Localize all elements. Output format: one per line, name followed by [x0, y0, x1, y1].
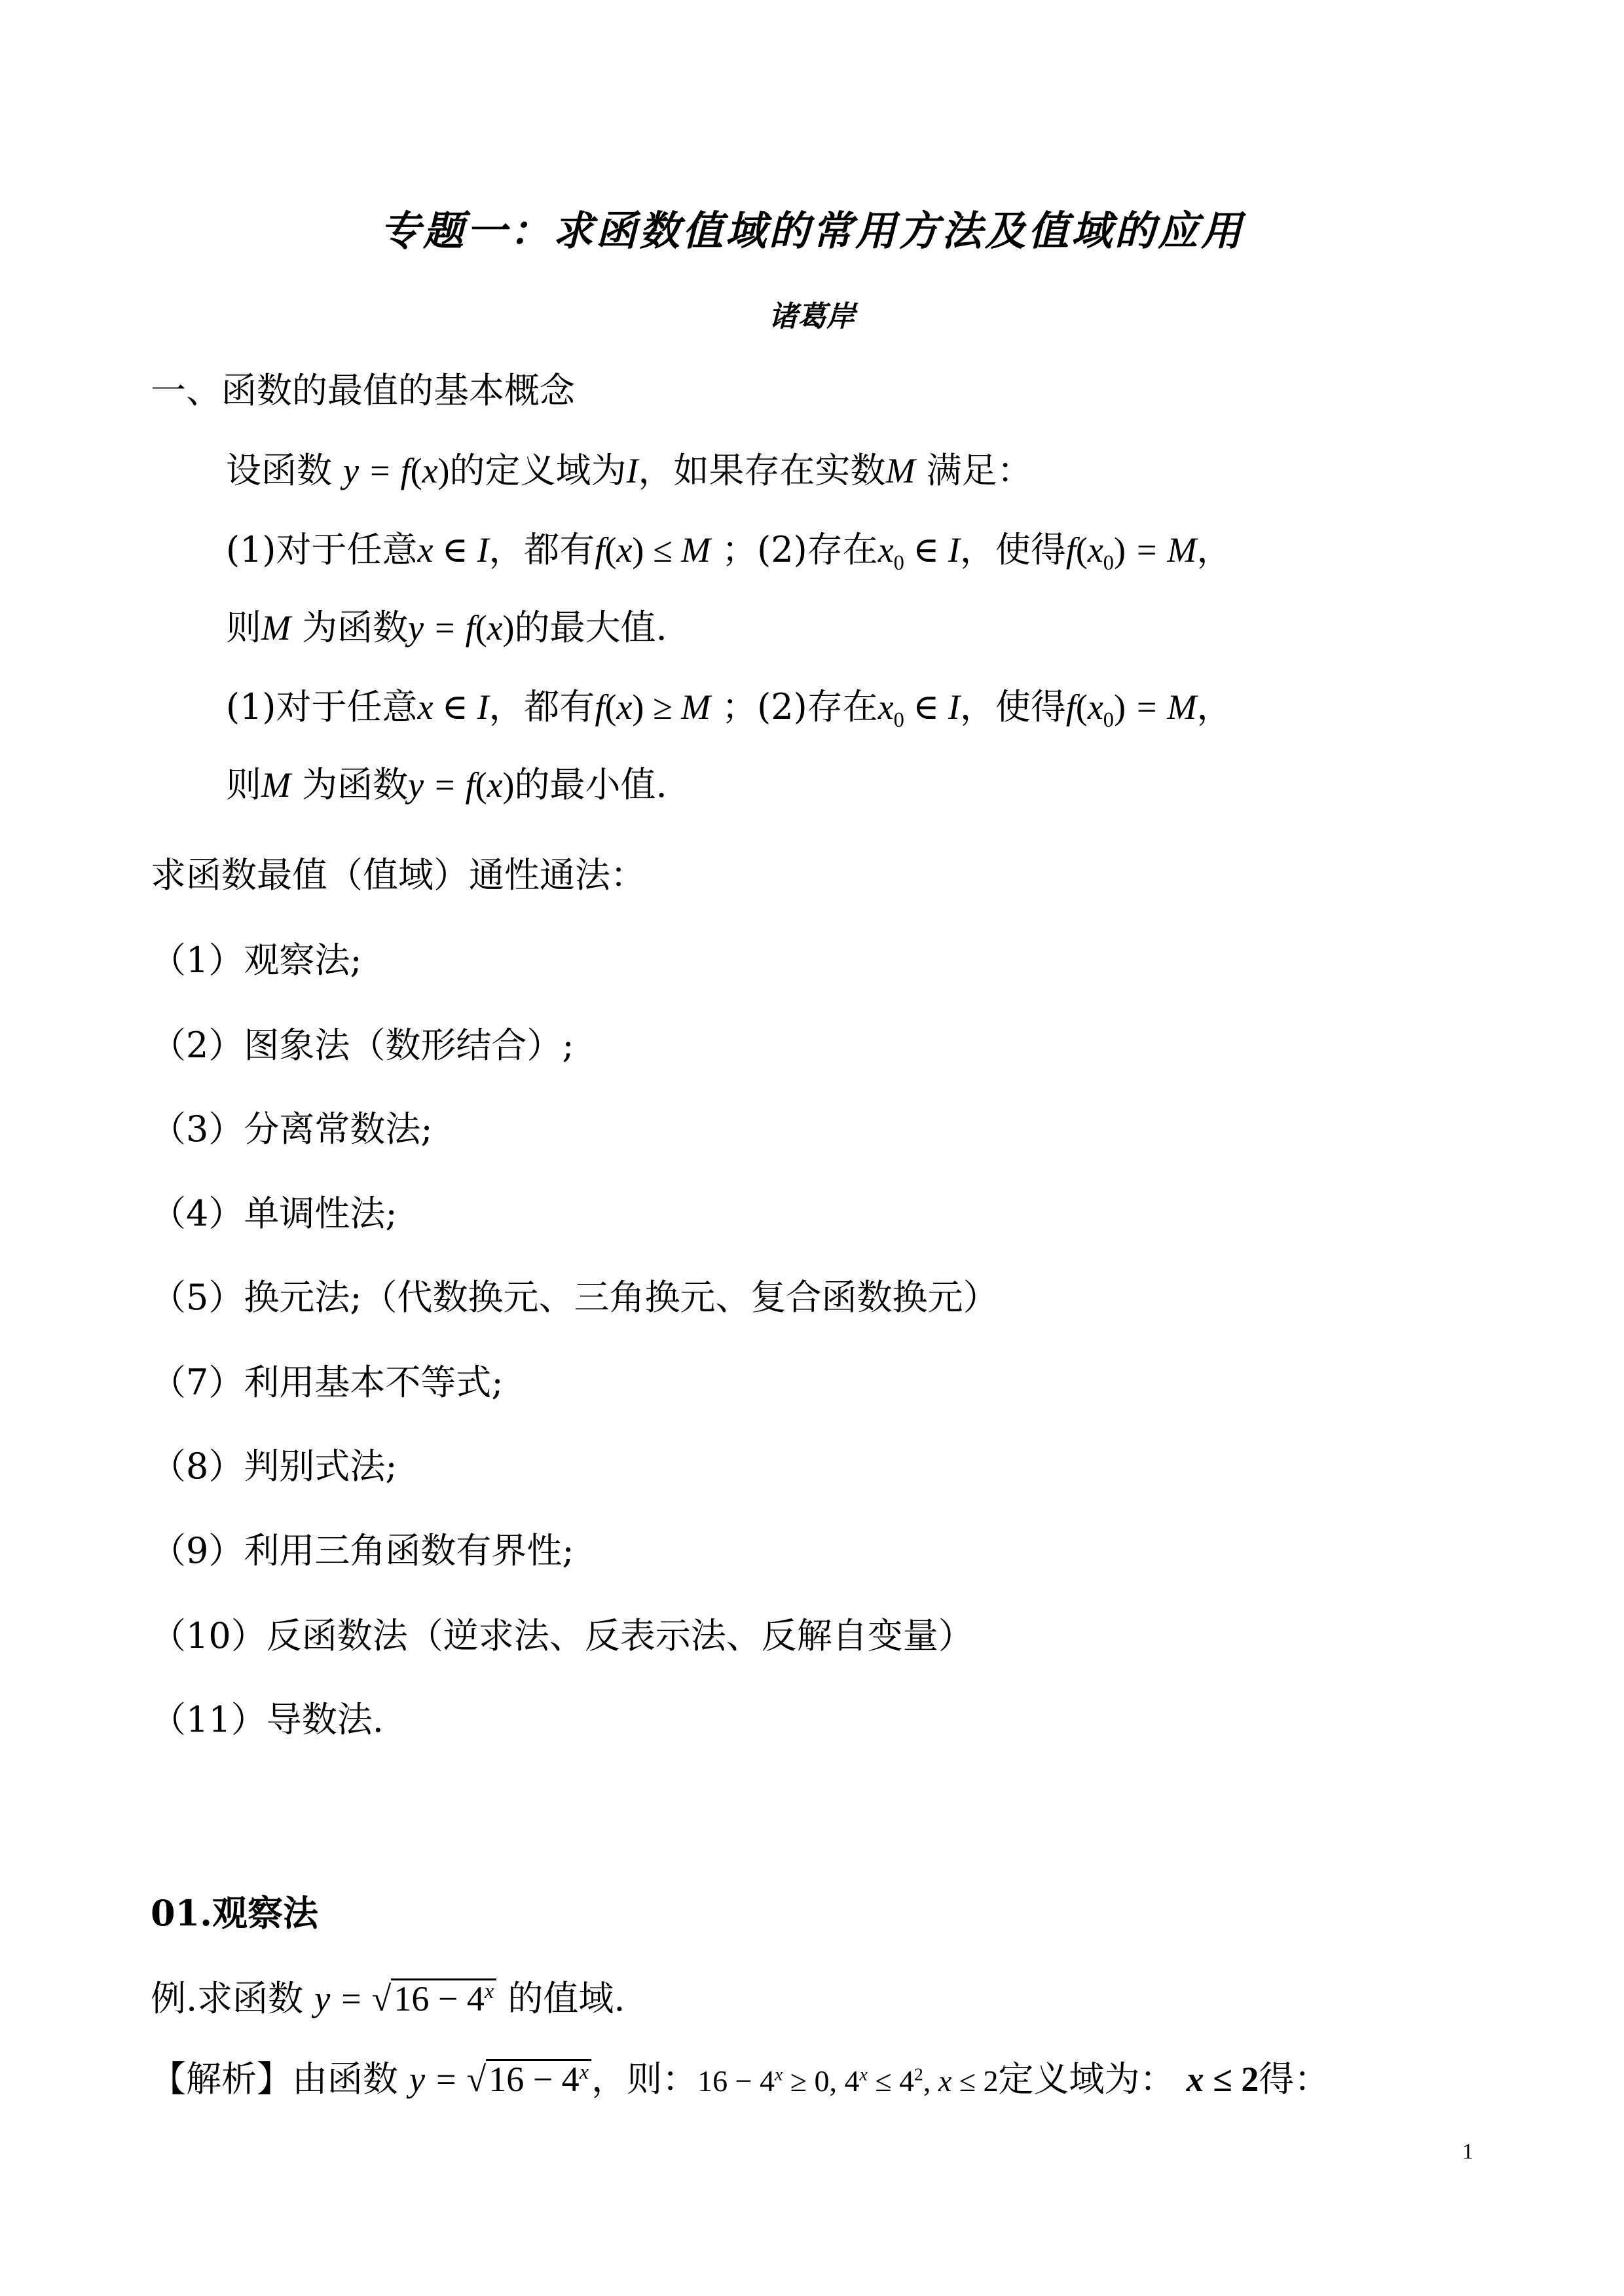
- formula-y-sqrt: $y = √16 - 4^x$: [409, 2060, 591, 2099]
- list-item: （9）利用三角函数有界性;: [151, 1530, 574, 1571]
- list-item: （7）利用基本不等式;: [151, 1362, 504, 1403]
- formula-y-eq-fx: y = f(x): [343, 451, 450, 490]
- formula-x0-in-I: $x_0$ ∈ I: [877, 530, 960, 575]
- list-item: （2）图象法（数形结合）;: [151, 1025, 574, 1066]
- formula-x-in-I: x ∈ I: [417, 530, 489, 570]
- list-item: （4）单调性法;: [151, 1193, 397, 1234]
- page-number: 1: [1462, 2140, 1473, 2164]
- formula-I: I: [626, 451, 638, 490]
- section-heading-observation-method: 01.观察法: [151, 1892, 318, 1934]
- formula-fx0-eq-M: $f(x_0) = M$: [1065, 687, 1197, 732]
- section-heading-basic-concepts: 一、函数的最值的基本概念: [151, 370, 575, 411]
- formula-fx0-eq-M: $f(x_0) = M$: [1065, 530, 1197, 575]
- min-condition-line: (1)对于任意x ∈ I，都有f(x) ≥ M ；(2)存在$x_0$ ∈ I，使得$f(x_0) = M$，: [226, 686, 1232, 732]
- formula-y-eq-fx: y = f(x): [408, 765, 515, 805]
- list-item: （10）反函数法（逆求法、反表示法、反解自变量）: [151, 1615, 974, 1656]
- list-item: （8）判别式法;: [151, 1446, 397, 1487]
- formula-inequality-chain: $16 - 4^x \ge 0$, $4^x \le 4^2$, x ≤ 2: [697, 2064, 999, 2098]
- list-item: （5）换元法;（代数换元、三角换元、复合函数换元）: [151, 1277, 999, 1318]
- formula-x-le-2: x ≤ 2: [1186, 2060, 1259, 2099]
- max-conclusion-line: 则M 为函数y = f(x)的最大值.: [226, 607, 667, 648]
- formula-fx-le-M: f(x) ≤ M: [595, 530, 711, 570]
- document-title: 专题一：求函数值域的常用方法及值域的应用: [379, 207, 1244, 255]
- formula-y-sqrt: $y = √16 - 4^x$: [314, 1979, 496, 2018]
- list-item: （1）观察法;: [151, 939, 362, 981]
- max-condition-line: (1)对于任意x ∈ I，都有f(x) ≤ M ；(2)存在$x_0$ ∈ I，使得$f(x_0) = M$，: [226, 529, 1232, 575]
- methods-heading: 求函数最值（值域）通性通法：: [151, 854, 646, 896]
- example-line: 例.求函数 $y = √16 - 4^x$ 的值域.: [151, 1978, 625, 2019]
- formula-fx-ge-M: f(x) ≥ M: [595, 687, 711, 727]
- formula-x-in-I: x ∈ I: [417, 687, 489, 727]
- formula-M: M: [885, 451, 915, 490]
- formula-x0-in-I: $x_0$ ∈ I: [877, 687, 960, 732]
- formula-y-eq-fx: y = f(x): [408, 608, 515, 647]
- author-name: 诸葛岸: [769, 300, 855, 333]
- solution-line: 【解析】由函数 $y = √16 - 4^x$，则：$16 - 4^x \ge 0$, $4^x \le 4^2$, x ≤ 2定义域为： x ≤ 2得：: [151, 2058, 1330, 2100]
- list-item: （3）分离常数法;: [151, 1108, 433, 1150]
- min-conclusion-line: 则M 为函数y = f(x)的最小值.: [226, 764, 667, 805]
- list-item: （11）导数法.: [151, 1699, 384, 1740]
- definition-intro-line: 设函数 y = f(x)的定义域为I，如果存在实数M 满足：: [226, 450, 1033, 491]
